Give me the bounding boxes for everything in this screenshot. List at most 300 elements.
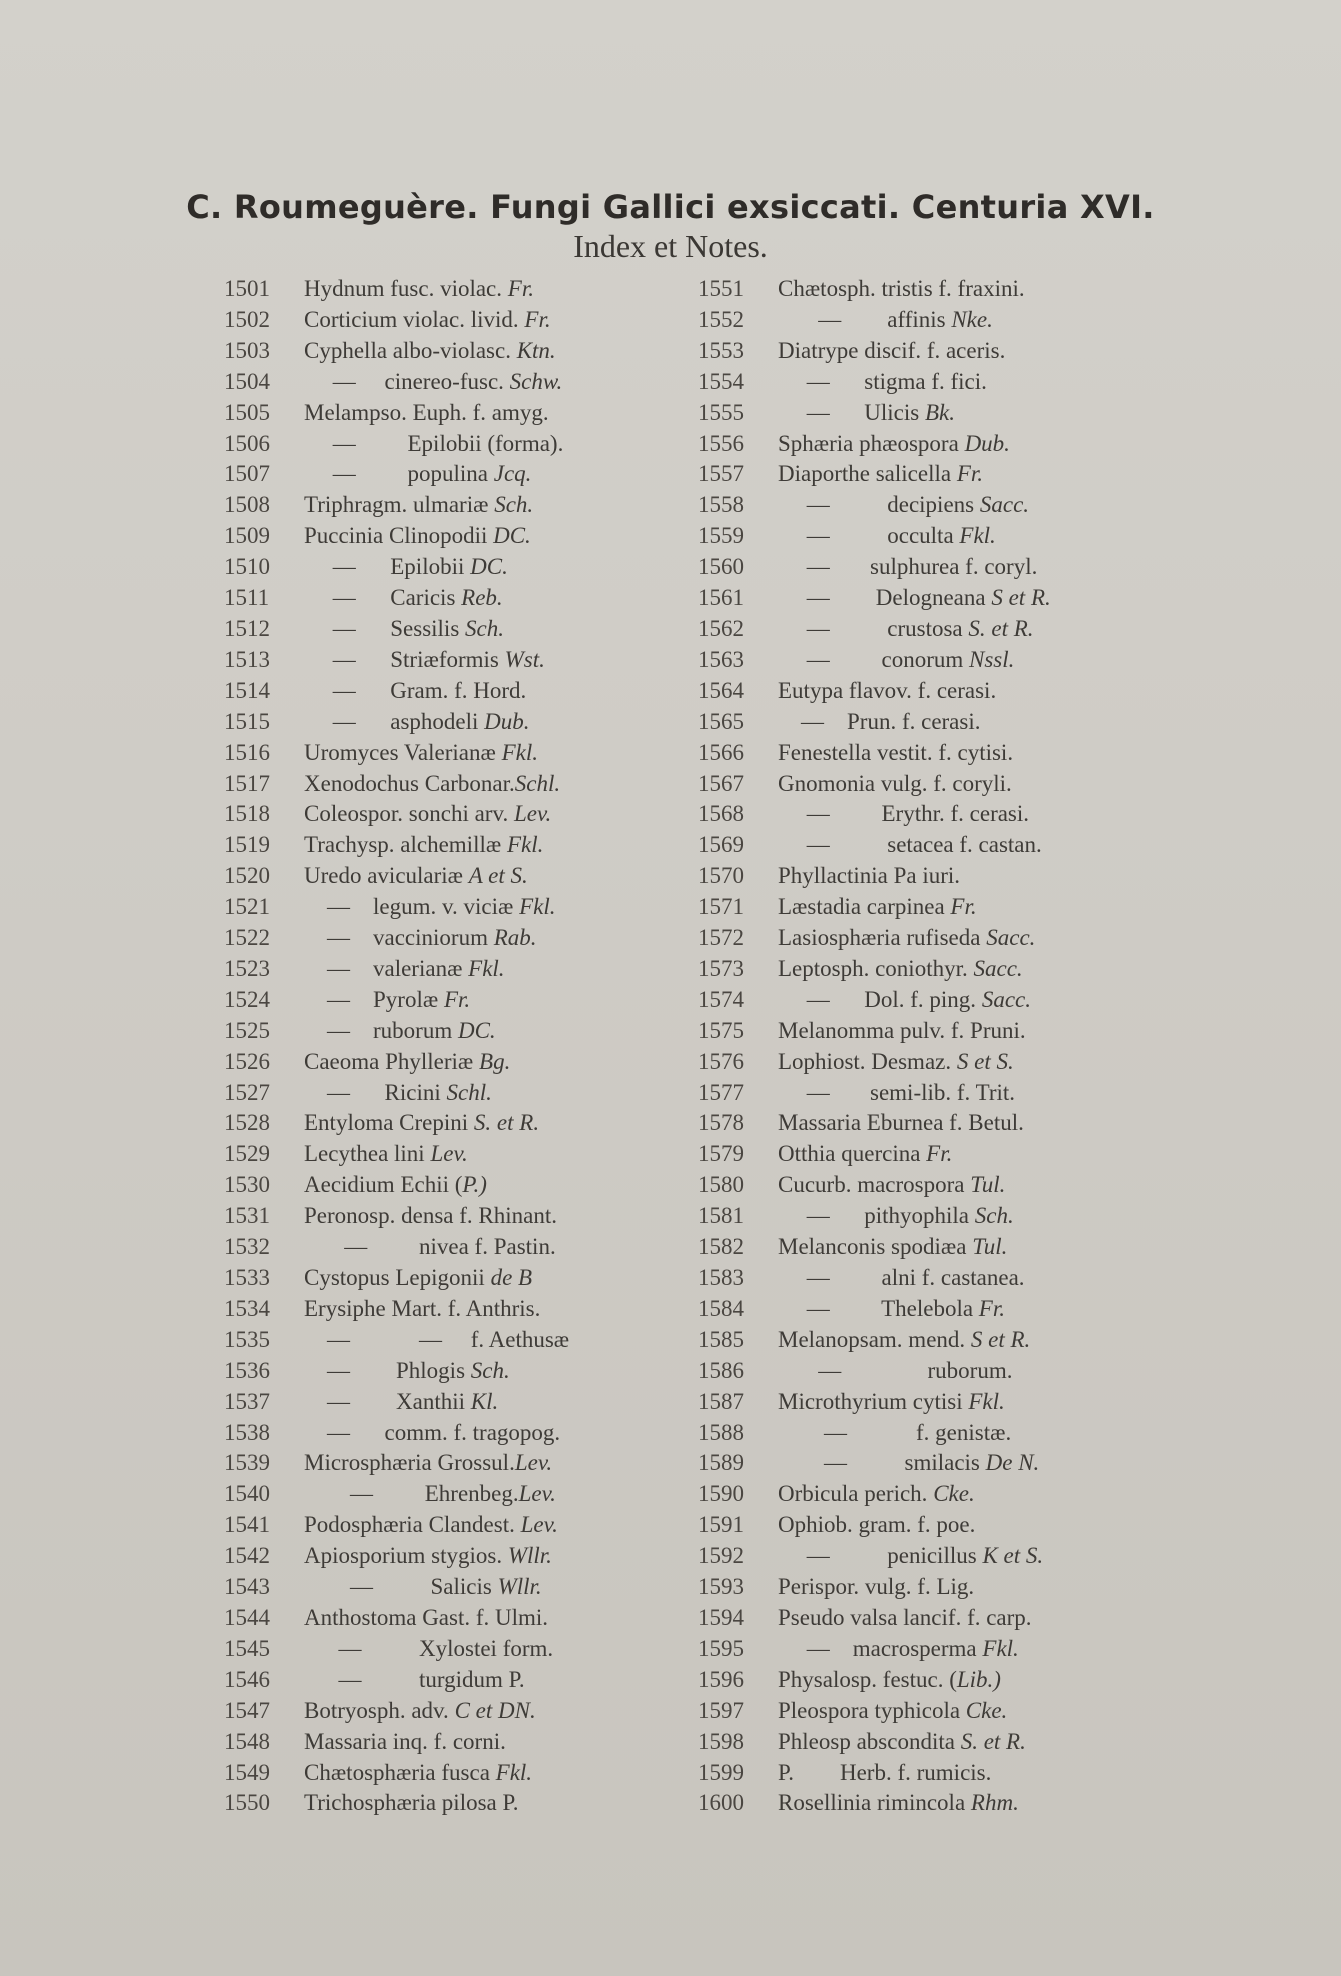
entry-number: 1578 bbox=[698, 1110, 744, 1136]
author-abbrev: Fkl. bbox=[501, 739, 538, 765]
entry-number: 1597 bbox=[698, 1697, 744, 1723]
entry-number: 1589 bbox=[698, 1450, 744, 1476]
index-entry bbox=[698, 771, 1143, 802]
index-entry bbox=[224, 1636, 679, 1667]
species-name: Peronosp. densa f. Rhinant. bbox=[304, 1203, 557, 1229]
entry-text bbox=[778, 1543, 1143, 1569]
species-name: Orbicula perich. bbox=[778, 1481, 934, 1507]
entry-number: 1514 bbox=[224, 677, 270, 703]
species-name: — turgidum P. bbox=[304, 1666, 525, 1692]
species-name: Cucurb. macrospora bbox=[778, 1172, 971, 1198]
author-abbrev: Wllr. bbox=[507, 1543, 552, 1569]
entry-number: 1507 bbox=[224, 461, 270, 487]
entry-text bbox=[304, 1049, 679, 1075]
author-abbrev: A et S. bbox=[468, 863, 528, 889]
author-abbrev: Fkl. bbox=[495, 1759, 533, 1785]
index-entry bbox=[224, 431, 679, 462]
entry-text bbox=[304, 492, 679, 518]
entry-number: 1554 bbox=[698, 368, 744, 394]
species-name: — macrosperma bbox=[778, 1635, 983, 1661]
entry-text bbox=[304, 1234, 679, 1260]
entry-number: 1587 bbox=[698, 1388, 744, 1414]
index-entry bbox=[698, 554, 1143, 585]
index-entry bbox=[224, 1172, 679, 1203]
species-name: — asphodeli bbox=[304, 708, 485, 734]
species-name: — Ulicis bbox=[778, 399, 925, 425]
index-entry bbox=[224, 1296, 679, 1327]
entry-number: 1548 bbox=[224, 1728, 270, 1754]
entry-text bbox=[304, 1698, 679, 1724]
entry-text bbox=[778, 1512, 1143, 1538]
entry-text bbox=[304, 1667, 679, 1693]
entry-text bbox=[778, 647, 1143, 673]
author-abbrev: Wst. bbox=[504, 646, 545, 672]
entry-text bbox=[778, 1481, 1143, 1507]
entry-number: 1543 bbox=[224, 1574, 270, 1600]
species-name: — Ehrenbeg. bbox=[304, 1481, 519, 1507]
entry-text bbox=[778, 1698, 1143, 1724]
index-entry bbox=[698, 647, 1143, 678]
species-name: Ophiob. gram. f. poe. bbox=[778, 1512, 976, 1538]
entry-number: 1591 bbox=[698, 1512, 744, 1538]
entry-text bbox=[304, 647, 679, 673]
entry-text bbox=[304, 1327, 679, 1353]
species-name: — Pyrolæ bbox=[304, 986, 444, 1012]
entry-number: 1506 bbox=[224, 430, 270, 456]
index-entry bbox=[224, 338, 679, 369]
entry-text bbox=[304, 1636, 679, 1662]
index-entry bbox=[698, 740, 1143, 771]
species-name: — Striæformis bbox=[304, 646, 505, 672]
entry-number: 1504 bbox=[224, 368, 270, 394]
entry-number: 1559 bbox=[698, 523, 744, 549]
author-abbrev: Nke. bbox=[951, 306, 993, 332]
entry-number: 1579 bbox=[698, 1141, 744, 1167]
entry-text bbox=[778, 307, 1143, 333]
author-abbrev: Lev. bbox=[514, 1450, 553, 1476]
entry-text bbox=[778, 1760, 1143, 1786]
author-abbrev: Fr. bbox=[956, 461, 984, 487]
entry-text bbox=[304, 987, 679, 1013]
species-name: — valerianæ bbox=[304, 955, 469, 981]
author-abbrev: de B bbox=[490, 1265, 533, 1290]
entry-number: 1527 bbox=[224, 1079, 270, 1105]
entry-text bbox=[778, 1265, 1143, 1291]
species-name: Cyphella albo-violasc. bbox=[304, 337, 517, 363]
index-entry bbox=[698, 1605, 1143, 1636]
entry-text bbox=[304, 400, 679, 426]
species-name: — cinereo-fusc. bbox=[304, 368, 510, 394]
species-name: Hydnum fusc. violac. bbox=[304, 276, 508, 301]
species-name: P. Herb. f. rumicis. bbox=[778, 1759, 992, 1785]
species-name: Anthostoma Gast. f. Ulmi. bbox=[304, 1604, 549, 1630]
species-name: — semi-lib. f. Trit. bbox=[778, 1079, 1016, 1105]
species-name: Chætosphæria fusca bbox=[304, 1759, 496, 1785]
entry-text bbox=[778, 863, 1143, 889]
entry-number: 1544 bbox=[224, 1604, 270, 1630]
species-name: — Ricini bbox=[304, 1079, 447, 1105]
index-entry bbox=[698, 832, 1143, 863]
entry-number: 1531 bbox=[224, 1203, 270, 1229]
author-abbrev: DC. bbox=[493, 523, 531, 549]
species-name: Botryosph. adv. bbox=[304, 1697, 455, 1723]
index-entry bbox=[698, 1234, 1143, 1265]
entry-number: 1517 bbox=[224, 770, 270, 796]
author-abbrev: Kl. bbox=[470, 1388, 499, 1414]
species-name: Gnomonia vulg. f. coryli. bbox=[778, 770, 1012, 796]
species-name: Aecidium Echii ( bbox=[304, 1172, 463, 1198]
author-abbrev: K et S. bbox=[982, 1543, 1044, 1569]
author-abbrev: Sch. bbox=[470, 1357, 510, 1383]
species-name: Erysiphe Mart. f. Anthris. bbox=[304, 1295, 541, 1321]
author-abbrev: Fkl. bbox=[959, 523, 996, 549]
index-entry bbox=[698, 801, 1143, 832]
species-name: Coleospor. sonchi arv. bbox=[304, 801, 514, 827]
entry-text bbox=[304, 1790, 679, 1816]
index-entry bbox=[698, 1265, 1143, 1296]
species-name: Otthia quercina bbox=[778, 1141, 927, 1167]
index-entry bbox=[224, 616, 679, 647]
entry-text bbox=[304, 1080, 679, 1106]
author-abbrev: Cke. bbox=[965, 1697, 1008, 1723]
entry-number: 1567 bbox=[698, 770, 744, 796]
author-abbrev: Tul. bbox=[970, 1172, 1006, 1198]
entry-number: 1518 bbox=[224, 801, 270, 827]
species-name: — crustosa bbox=[778, 615, 969, 641]
entry-text bbox=[778, 801, 1143, 827]
index-entry bbox=[224, 1667, 679, 1698]
author-abbrev: P.) bbox=[462, 1172, 487, 1198]
index-entry bbox=[698, 894, 1143, 925]
species-name: Lasiosphæria rufiseda bbox=[778, 925, 987, 951]
author-abbrev: S. et R. bbox=[960, 1728, 1026, 1754]
entry-number: 1560 bbox=[698, 554, 744, 580]
entry-text bbox=[304, 523, 679, 549]
species-name: Microthyrium cytisi bbox=[778, 1388, 969, 1414]
entry-number: 1537 bbox=[224, 1388, 270, 1414]
entry-text bbox=[778, 585, 1143, 611]
species-name: Podosphæria Clandest. bbox=[304, 1512, 521, 1538]
author-abbrev: S et S. bbox=[956, 1048, 1014, 1074]
entry-text bbox=[778, 369, 1143, 395]
entry-number: 1550 bbox=[224, 1790, 270, 1816]
index-entry bbox=[698, 461, 1143, 492]
species-name: — Prun. f. cerasi. bbox=[778, 708, 981, 734]
species-name: — Delogneana bbox=[778, 585, 992, 611]
author-abbrev: Schl. bbox=[514, 770, 561, 796]
page-subtitle: Index et Notes. bbox=[573, 228, 768, 264]
entry-number: 1599 bbox=[698, 1759, 744, 1785]
species-name: — nivea f. Pastin. bbox=[304, 1234, 556, 1260]
entry-text bbox=[304, 369, 679, 395]
entry-number: 1553 bbox=[698, 337, 744, 363]
index-entry bbox=[698, 1667, 1143, 1698]
species-name: Leptosph. coniothyr. bbox=[778, 955, 974, 981]
author-abbrev: Bk. bbox=[924, 399, 955, 425]
index-entry bbox=[698, 1481, 1143, 1512]
species-name: — comm. f. tragopog. bbox=[304, 1419, 561, 1445]
index-entry bbox=[698, 492, 1143, 523]
author-abbrev: Fr. bbox=[950, 894, 977, 920]
entry-number: 1524 bbox=[224, 986, 270, 1012]
entry-number: 1557 bbox=[698, 461, 744, 487]
author-abbrev: Dub. bbox=[964, 430, 1010, 456]
species-name: Uredo aviculariæ bbox=[304, 863, 469, 889]
entry-number: 1520 bbox=[224, 863, 270, 889]
entry-number: 1585 bbox=[698, 1326, 744, 1352]
entry-text bbox=[778, 1389, 1143, 1415]
entry-text bbox=[778, 1574, 1143, 1600]
entry-text bbox=[778, 492, 1143, 518]
author-abbrev: Sacc. bbox=[973, 955, 1023, 981]
species-name: Fenestella vestit. f. cytisi. bbox=[778, 739, 1014, 765]
index-entry bbox=[224, 1574, 679, 1605]
index-entry bbox=[224, 801, 679, 832]
species-name: — ruborum bbox=[304, 1017, 458, 1043]
entry-number: 1549 bbox=[224, 1759, 270, 1785]
entry-number: 1541 bbox=[224, 1512, 270, 1538]
index-entry bbox=[698, 369, 1143, 400]
index-entry bbox=[698, 431, 1143, 462]
entry-number: 1600 bbox=[698, 1790, 744, 1816]
species-name: — alni f. castanea. bbox=[778, 1265, 1025, 1290]
entry-text bbox=[304, 1605, 679, 1631]
entry-text bbox=[304, 554, 679, 580]
entry-number: 1512 bbox=[224, 615, 270, 641]
index-entry bbox=[698, 1543, 1143, 1574]
entry-text bbox=[778, 894, 1143, 920]
species-name: — penicillus bbox=[778, 1543, 983, 1569]
index-entry bbox=[224, 987, 679, 1018]
entry-number: 1558 bbox=[698, 492, 744, 518]
species-name: — decipiens bbox=[778, 492, 980, 518]
entry-text bbox=[778, 523, 1143, 549]
species-name: Corticium violac. livid. bbox=[304, 306, 525, 332]
index-entry bbox=[224, 1327, 679, 1358]
species-name: Lophiost. Desmaz. bbox=[778, 1048, 957, 1074]
species-name: — f. genistæ. bbox=[778, 1419, 1012, 1445]
entry-text bbox=[304, 616, 679, 642]
index-entry bbox=[224, 1203, 679, 1234]
species-name: Massaria Eburnea f. Betul. bbox=[778, 1110, 1024, 1136]
species-name: — conorum bbox=[778, 646, 970, 672]
entry-text bbox=[304, 338, 679, 364]
entry-number: 1563 bbox=[698, 646, 744, 672]
index-entry bbox=[698, 1574, 1143, 1605]
species-name: Cystopus Lepigonii bbox=[304, 1265, 491, 1290]
entry-number: 1515 bbox=[224, 708, 270, 734]
index-entry bbox=[698, 1790, 1143, 1821]
index-entry bbox=[224, 678, 679, 709]
species-name: — Phlogis bbox=[304, 1357, 471, 1383]
entry-text bbox=[304, 431, 679, 457]
index-entry bbox=[698, 956, 1143, 987]
author-abbrev: Tul. bbox=[972, 1234, 1008, 1260]
species-name: Chætosph. tristis f. fraxini. bbox=[778, 276, 1025, 301]
index-entry bbox=[224, 1420, 679, 1451]
entry-text bbox=[304, 585, 679, 611]
species-name: Eutypa flavov. f. cerasi. bbox=[778, 677, 997, 703]
author-abbrev: Lev. bbox=[430, 1141, 468, 1167]
page-title: C. Roumeguère. Fungi Gallici exsiccati. Centuria XVI. bbox=[186, 188, 1155, 226]
author-abbrev: Reb. bbox=[461, 585, 503, 611]
author-abbrev: Schl. bbox=[446, 1079, 492, 1105]
index-entry bbox=[224, 492, 679, 523]
index-entry bbox=[698, 1636, 1143, 1667]
entry-text bbox=[304, 771, 679, 797]
index-entry bbox=[698, 1172, 1143, 1203]
entry-number: 1503 bbox=[224, 337, 270, 363]
entry-number: 1540 bbox=[224, 1481, 270, 1507]
index-entry bbox=[224, 400, 679, 431]
index-entry bbox=[698, 987, 1143, 1018]
index-entry bbox=[698, 1760, 1143, 1791]
index-entry bbox=[698, 863, 1143, 894]
index-entry bbox=[224, 832, 679, 863]
entry-text bbox=[778, 1049, 1143, 1075]
author-abbrev: Fkl. bbox=[506, 832, 544, 858]
species-name: — Erythr. f. cerasi. bbox=[778, 801, 1030, 827]
entry-text bbox=[304, 461, 679, 487]
index-entry bbox=[698, 1698, 1143, 1729]
species-name: Triphragm. ulmariæ bbox=[304, 492, 495, 518]
species-name: Lecythea lini bbox=[304, 1141, 431, 1167]
entry-text bbox=[778, 1450, 1143, 1476]
author-abbrev: Sacc. bbox=[981, 986, 1031, 1012]
species-name: — Sessilis bbox=[304, 615, 466, 641]
index-entry bbox=[224, 956, 679, 987]
species-name: Massaria inq. f. corni. bbox=[304, 1728, 506, 1754]
species-name: Sphæria phæospora bbox=[778, 430, 965, 456]
author-abbrev: De N. bbox=[985, 1450, 1040, 1476]
species-name: Trichosphæria pilosa P. bbox=[304, 1790, 519, 1816]
index-entry bbox=[698, 1358, 1143, 1389]
entry-number: 1590 bbox=[698, 1481, 744, 1507]
entry-text bbox=[304, 1203, 679, 1229]
species-name: Trachysp. alchemillæ bbox=[304, 832, 507, 858]
entry-number: 1516 bbox=[224, 739, 270, 765]
index-column-right bbox=[698, 276, 1143, 1821]
author-abbrev: Cke. bbox=[933, 1481, 975, 1507]
species-name: — — f. Aethusæ bbox=[304, 1326, 570, 1352]
entry-number: 1574 bbox=[698, 986, 744, 1012]
entry-text bbox=[304, 1450, 679, 1476]
species-name: Pseudo valsa lancif. f. carp. bbox=[778, 1604, 1032, 1630]
species-name: — populina bbox=[304, 461, 494, 487]
index-entry bbox=[698, 1729, 1143, 1760]
entry-text bbox=[778, 1080, 1143, 1106]
author-abbrev: Lev. bbox=[520, 1512, 558, 1538]
entry-number: 1535 bbox=[224, 1326, 270, 1352]
author-abbrev: Lev. bbox=[518, 1481, 556, 1507]
entry-text bbox=[778, 987, 1143, 1013]
author-abbrev: Sacc. bbox=[986, 925, 1036, 951]
entry-text bbox=[304, 1018, 679, 1044]
entry-number: 1595 bbox=[698, 1635, 744, 1661]
entry-text bbox=[778, 956, 1143, 982]
entry-number: 1565 bbox=[698, 708, 744, 734]
entry-text bbox=[778, 1296, 1143, 1322]
entry-text bbox=[778, 1729, 1143, 1755]
entry-text bbox=[778, 771, 1143, 797]
index-entry bbox=[224, 585, 679, 616]
entry-text bbox=[304, 894, 679, 920]
author-abbrev: Schw. bbox=[509, 368, 563, 394]
entry-text bbox=[304, 1172, 679, 1198]
index-entry bbox=[224, 1512, 679, 1543]
entry-text bbox=[778, 740, 1143, 766]
entry-number: 1596 bbox=[698, 1666, 744, 1692]
index-entry bbox=[224, 1265, 679, 1296]
entry-text bbox=[304, 925, 679, 951]
entry-number: 1508 bbox=[224, 492, 270, 518]
index-entry bbox=[698, 1110, 1143, 1141]
author-abbrev: Sch. bbox=[494, 492, 534, 518]
entry-number: 1556 bbox=[698, 430, 744, 456]
entry-text bbox=[304, 709, 679, 735]
entry-number: 1529 bbox=[224, 1141, 270, 1167]
author-abbrev: Fkl. bbox=[519, 894, 556, 920]
index-entry bbox=[698, 616, 1143, 647]
index-entry bbox=[698, 678, 1143, 709]
index-entry bbox=[224, 461, 679, 492]
entry-number: 1542 bbox=[224, 1543, 270, 1569]
species-name: — Epilobii bbox=[304, 554, 471, 580]
entry-number: 1501 bbox=[224, 276, 270, 301]
entry-number: 1505 bbox=[224, 399, 270, 425]
author-abbrev: Fkl. bbox=[982, 1635, 1019, 1661]
entry-text bbox=[304, 1543, 679, 1569]
author-abbrev: Jcq. bbox=[493, 461, 532, 487]
entry-number: 1536 bbox=[224, 1357, 270, 1383]
species-name: — ruborum. bbox=[778, 1357, 1013, 1383]
index-entry bbox=[224, 771, 679, 802]
index-entry bbox=[224, 1049, 679, 1080]
entry-text bbox=[778, 925, 1143, 951]
entry-text bbox=[778, 1234, 1143, 1260]
entry-text bbox=[778, 1420, 1143, 1446]
author-abbrev: Fr. bbox=[443, 986, 471, 1012]
entry-text bbox=[304, 1729, 679, 1755]
species-name: Diatrype discif. f. aceris. bbox=[778, 337, 1006, 363]
species-name: Entyloma Crepini bbox=[304, 1110, 474, 1136]
species-name: Caeoma Phylleriæ bbox=[304, 1048, 480, 1074]
index-entry bbox=[698, 1420, 1143, 1451]
index-entry bbox=[698, 307, 1143, 338]
entry-text bbox=[778, 1605, 1143, 1631]
species-name: Puccinia Clinopodii bbox=[304, 523, 494, 549]
entry-text bbox=[304, 1512, 679, 1538]
species-name: Physalosp. festuc. ( bbox=[778, 1666, 957, 1692]
index-entry bbox=[698, 1203, 1143, 1234]
entry-text bbox=[778, 554, 1143, 580]
author-abbrev: C et DN. bbox=[454, 1697, 536, 1723]
entry-text bbox=[778, 461, 1143, 487]
index-entry bbox=[224, 1760, 679, 1791]
author-abbrev: S. et R. bbox=[473, 1110, 540, 1136]
entry-number: 1586 bbox=[698, 1357, 744, 1383]
index-entry bbox=[698, 585, 1143, 616]
entry-text bbox=[778, 1636, 1143, 1662]
author-abbrev: Fkl. bbox=[968, 1388, 1005, 1414]
species-name: — Gram. f. Hord. bbox=[304, 677, 527, 703]
species-name: — Thelebola bbox=[778, 1295, 979, 1321]
author-abbrev: Fr. bbox=[524, 306, 551, 332]
index-entry bbox=[698, 1141, 1143, 1172]
species-name: — setacea f. castan. bbox=[778, 832, 1042, 858]
entry-text bbox=[304, 1481, 679, 1507]
index-entry bbox=[698, 709, 1143, 740]
